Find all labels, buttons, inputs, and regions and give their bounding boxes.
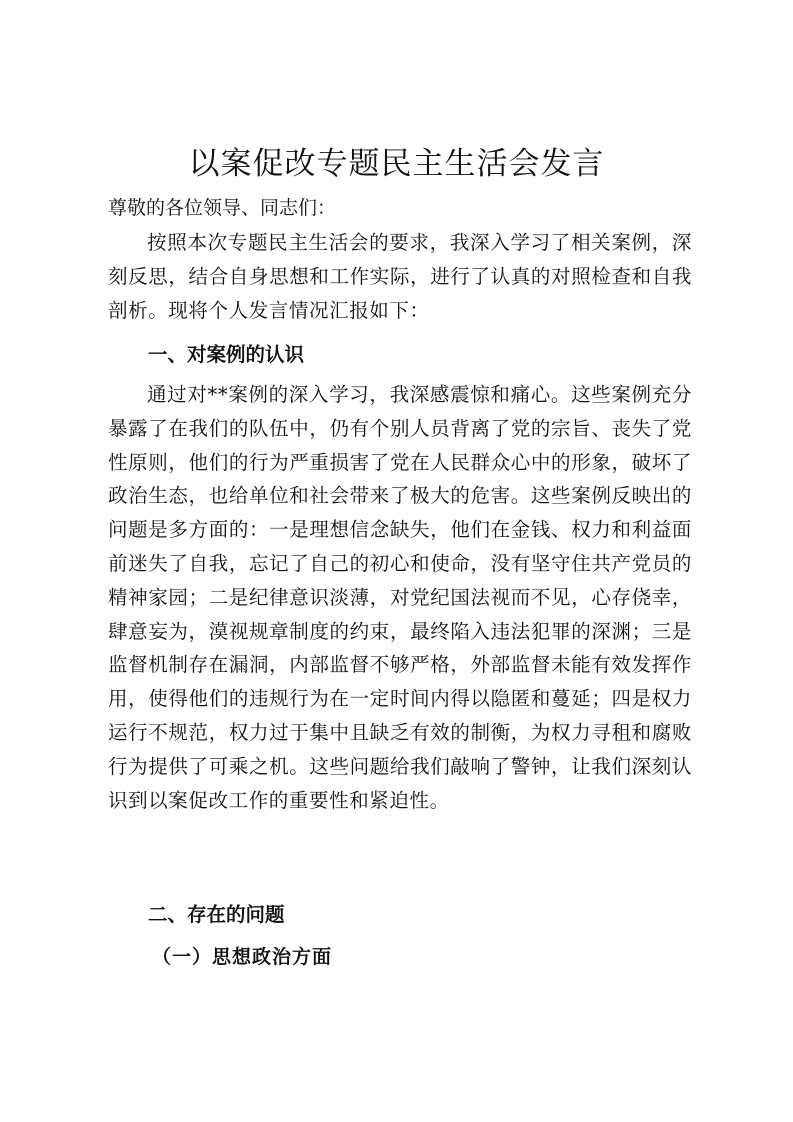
section-heading-problems: 二、存在的问题	[148, 903, 285, 926]
document-title: 以案促改专题民主生活会发言	[188, 146, 605, 182]
subsection-heading-ideology: （一）思想政治方面	[152, 946, 333, 968]
intro-paragraph: 按照本次专题民主生活会的要求，我深入学习了相关案例，深刻反思，结合自身思想和工作实际，进行了认真的对照检查和自我剖析。现将个人发言情况汇报如下：	[108, 231, 692, 322]
section-heading-understanding: 一、对案例的认识	[148, 343, 305, 366]
case-analysis-paragraph: 通过对**案例的深入学习，我深感震惊和痛心。这些案例充分暴露了在我们的队伍中，仍有个别人员背离了党的宗旨、丧失了党性原则，他们的行为严重损害了党在人民群众心中的形象，破坏了政治生态，也给单位和社会带来了极大的危害。这些案例反映出的问题是多方面的：一是理想信念缺失，他们在金钱、权力和利益面前迷失了自我，忘记了自己的初心和使命，没有坚守住共产党员的精神家园；二是纪律意识淡薄，对党纪国法视而不见，心存侥幸，肆意妄为，漠视规章制度的约束，最终陷入违法犯罪的深渊；三是监督机制存在漏洞，内部监督不够严格，外部监督未能有效发挥作用，使得他们的违规行为在一定时间内得以隐匿和蔓延；四是权力运行不规范，权力过于集中且缺乏有效的制衡，为权力寻租和腐败行为提供了可乘之机。这些问题给我们敲响了警钟，让我们深刻认识到以案促改工作的重要性和紧迫性。	[108, 383, 692, 812]
greeting: 尊敬的各位领导、同志们：	[108, 197, 337, 219]
